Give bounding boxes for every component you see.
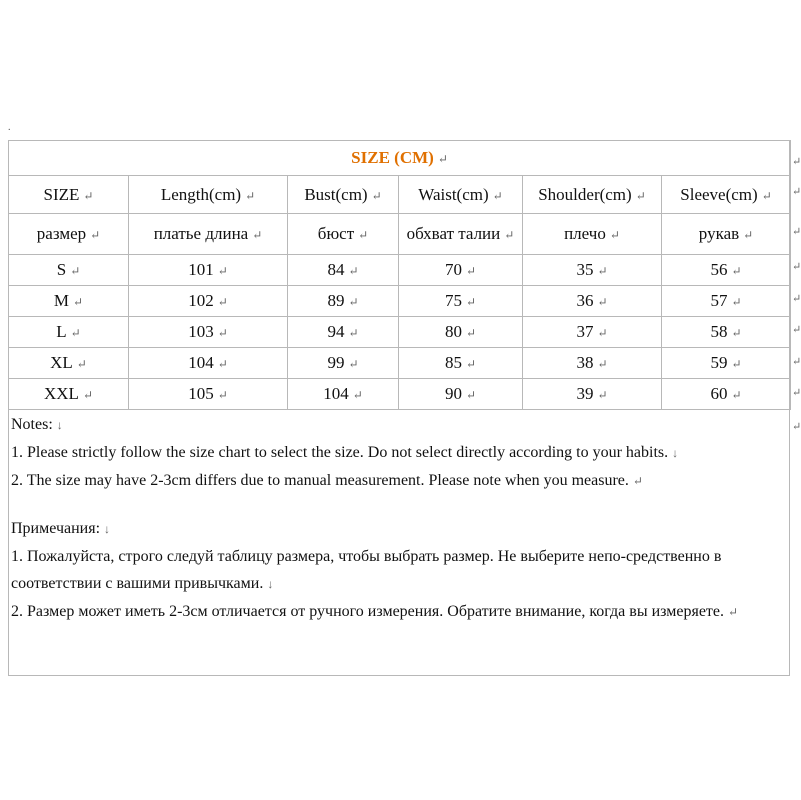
notes-section: [11, 411, 787, 626]
measurement-cell: 104 ↵: [288, 379, 399, 410]
return-mark: ↵: [792, 387, 801, 399]
return-mark: ↵: [792, 186, 801, 198]
measurement-cell: 94 ↵: [288, 317, 399, 348]
measurement-cell: 39 ↵: [523, 379, 662, 410]
measurement-cell: 85 ↵: [399, 348, 523, 379]
column-header: Waist(cm) ↵: [399, 176, 523, 214]
header-row: [9, 176, 791, 214]
column-header-russian: размер ↵: [9, 214, 129, 255]
measurement-cell: 36 ↵: [523, 286, 662, 317]
return-mark: ↵: [792, 261, 801, 273]
column-header-russian: плечо ↵: [523, 214, 662, 255]
table-row: [9, 286, 791, 317]
measurement-cell: 104 ↵: [129, 348, 288, 379]
measurement-cell: 90 ↵: [399, 379, 523, 410]
return-mark: ↵: [792, 421, 801, 433]
return-mark: ↵: [792, 293, 801, 305]
measurement-cell: 56 ↵: [662, 255, 791, 286]
table-title-cell: [9, 141, 791, 176]
size-label-cell: L ↵: [9, 317, 129, 348]
measurement-cell: 38 ↵: [523, 348, 662, 379]
measurement-cell: 57 ↵: [662, 286, 791, 317]
table-title: SIZE (CM): [351, 148, 434, 167]
measurement-cell: 58 ↵: [662, 317, 791, 348]
column-header: SIZE ↵: [9, 176, 129, 214]
table-row: [9, 255, 791, 286]
measurement-cell: 103 ↵: [129, 317, 288, 348]
column-header: Shoulder(cm) ↵: [523, 176, 662, 214]
size-label-cell: XL ↵: [9, 348, 129, 379]
return-mark: ↵: [437, 152, 448, 166]
column-header: Bust(cm) ↵: [288, 176, 399, 214]
measurement-cell: 75 ↵: [399, 286, 523, 317]
column-header: Sleeve(cm) ↵: [662, 176, 791, 214]
stray-dot: .: [8, 122, 11, 133]
header-row-russian: [9, 214, 791, 255]
measurement-cell: 80 ↵: [399, 317, 523, 348]
column-header: Length(cm) ↵: [129, 176, 288, 214]
return-mark: ↵: [792, 156, 801, 168]
measurement-cell: 101 ↵: [129, 255, 288, 286]
note-item-russian: 2. Размер может иметь 2-3см отличается от ручного измерения. Обратите внимание, когда вы измеряете. ↵: [11, 603, 739, 620]
notes-heading-russian: Примечания: ↓: [11, 520, 111, 537]
size-label-cell: S ↵: [9, 255, 129, 286]
column-header-russian: обхват талии ↵: [399, 214, 523, 255]
table-row: [9, 317, 791, 348]
return-mark: ↵: [792, 356, 801, 368]
measurement-cell: 102 ↵: [129, 286, 288, 317]
table-row: [9, 379, 791, 410]
size-table: [8, 140, 791, 410]
notes-heading: Notes: ↓: [11, 416, 63, 433]
measurement-cell: 99 ↵: [288, 348, 399, 379]
column-header-russian: бюст ↵: [288, 214, 399, 255]
measurement-cell: 105 ↵: [129, 379, 288, 410]
measurement-cell: 89 ↵: [288, 286, 399, 317]
note-item-russian: 1. Пожалуйста, строго следуй таблицу размера, чтобы выбрать размер. Не выберите непо-средственно в соответствии с вашими привычками. ↓: [11, 548, 722, 592]
measurement-cell: 59 ↵: [662, 348, 791, 379]
return-mark: ↵: [792, 226, 801, 238]
column-header-russian: платье длина ↵: [129, 214, 288, 255]
measurement-cell: 84 ↵: [288, 255, 399, 286]
column-header-russian: рукав ↵: [662, 214, 791, 255]
size-label-cell: XXL ↵: [9, 379, 129, 410]
note-item: 2. The size may have 2-3cm differs due to manual measurement. Please note when you measure. ↵: [11, 472, 643, 489]
table-body: [9, 255, 791, 410]
table-row: [9, 348, 791, 379]
measurement-cell: 60 ↵: [662, 379, 791, 410]
measurement-cell: 35 ↵: [523, 255, 662, 286]
measurement-cell: 70 ↵: [399, 255, 523, 286]
note-item: 1. Please strictly follow the size chart to select the size. Do not select directly according to your habits. ↓: [11, 444, 679, 461]
measurement-cell: 37 ↵: [523, 317, 662, 348]
return-mark: ↵: [792, 324, 801, 336]
size-chart-frame: [8, 140, 790, 676]
size-label-cell: M ↵: [9, 286, 129, 317]
